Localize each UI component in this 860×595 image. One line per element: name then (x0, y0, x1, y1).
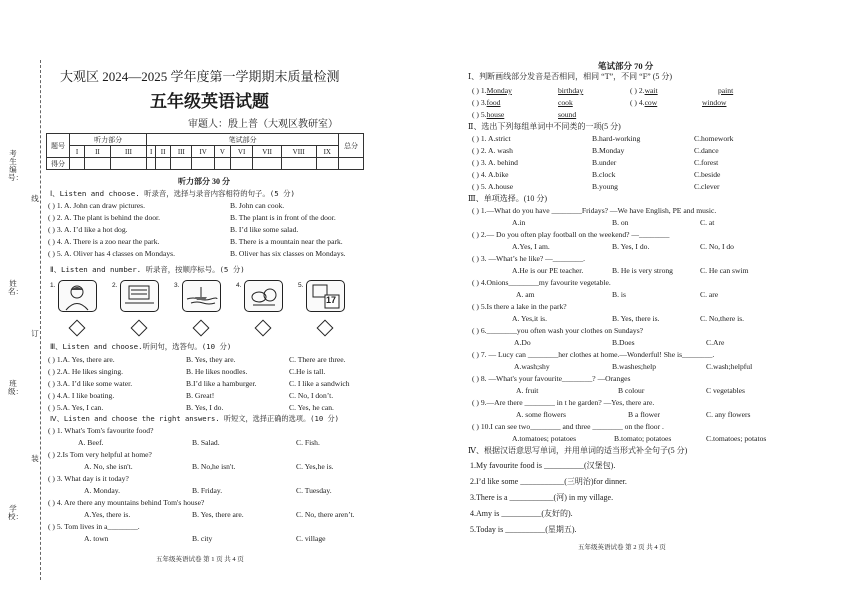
pic-number-1: 1. (50, 282, 56, 289)
listen-part-header: 听力部分 (70, 134, 147, 146)
right-s3-q9-b: B a flower (628, 410, 661, 419)
right-s1-q2-w1: wait (644, 86, 658, 95)
left-s3-q5-c: C. Yes, he can. (289, 403, 334, 412)
col-written-4: IV (192, 146, 214, 158)
col-written-6: VI (230, 146, 252, 158)
class-label: 班级： (8, 379, 23, 396)
col-written-7: VII (253, 146, 282, 158)
right-s2-q4-c: C.beside (694, 170, 721, 179)
right-s1-q1-paren: ( ) 1. (472, 86, 487, 95)
name-label: 姓名： (8, 279, 23, 296)
computer-desk-icon (121, 281, 158, 311)
score-cell[interactable] (85, 158, 111, 170)
right-s2-q4: ( ) 4. A.bike (472, 170, 509, 179)
exam-title: 大观区 2024—2025 学年度第一学期期末质量检测 (60, 69, 340, 84)
left-s3-q1-b: B. Yes, they are. (186, 355, 236, 364)
left-s3-q2: ( ) 2.A. He likes singing. (48, 367, 124, 376)
col-written-2: II (156, 146, 171, 158)
right-s3-q6-c: C.Are (706, 338, 725, 347)
right-s3-q8: ( ) 8. —What's your favourite________? —Oranges (472, 374, 631, 383)
answer-diamond-2[interactable] (131, 320, 148, 337)
right-s2-q5-b: B.young (592, 182, 618, 191)
left-s3-q3-b: B.I’d like a hamburger. (186, 379, 257, 388)
right-s3-q5-b: B. Yes, there is. (612, 314, 660, 323)
examinee-number-label: 考生编号： (8, 149, 23, 182)
right-s2-q5: ( ) 5. A.house (472, 182, 514, 191)
right-s3-q1-c: C. at (700, 218, 715, 227)
right-s1-q1 (472, 87, 512, 95)
right-s1-q1-w2: birthday (558, 86, 584, 95)
right-s1-q4-paren: ( ) 4. (630, 98, 645, 107)
right-s3-q3-b: B. He is very strong (612, 266, 673, 275)
score-cell[interactable] (147, 158, 156, 170)
col-listen-2: II (85, 146, 111, 158)
school-label: 学校： (8, 504, 23, 521)
written-part-header: 笔试部分 (147, 134, 339, 146)
left-s3-q4-c: C. No, I don’t. (289, 391, 334, 400)
left-s4-q5-c: C. village (296, 534, 326, 543)
right-s3-q7-a: A.wash;shy (514, 362, 550, 371)
left-s4-q4: ( ) 4. Are there any mountains behind Tom's house? (48, 498, 205, 507)
score-cell[interactable] (171, 158, 192, 170)
left-s4-q1-c: C. Fish. (296, 438, 320, 447)
left-s4-q1-b: B. Salad. (192, 438, 220, 447)
left-s2-title: Ⅱ、Listen and number. 听录音，按顺序标号。(5 分) (50, 265, 245, 274)
col-written-3: III (171, 146, 192, 158)
left-s1-q2: ( ) 2. A. The plant is behind the door. (48, 213, 161, 222)
answer-diamond-4[interactable] (255, 320, 272, 337)
written-part-title: 笔试部分 70 分 (598, 61, 654, 71)
left-s4-q3-c: C. Tuesday. (296, 486, 332, 495)
left-s1-q3-b: B. I’d like some salad. (230, 225, 299, 234)
row-label-number: 题号 (47, 134, 70, 158)
right-s1-q2 (630, 87, 658, 95)
right-s1-q3-paren: ( ) 3. (472, 98, 487, 107)
row-label-score: 得分 (47, 158, 70, 170)
right-s3-q4-c: C. are (700, 290, 719, 299)
right-s4-title: Ⅳ、根据汉语意思写单词，并用单词的适当形式补全句子(5 分) (468, 446, 688, 455)
right-s3-q2-b: B. Yes, I do. (612, 242, 650, 251)
left-s1-q1-b: B. John can cook. (230, 201, 285, 210)
left-s4-q4-a: A.Yes, there is. (84, 510, 131, 519)
right-s2-q1-c: C.homework (694, 134, 734, 143)
right-s4-q4: 4.Amy is __________(友好的). (470, 509, 573, 518)
picture-calendar (306, 280, 345, 312)
left-s1-q4-b: B. There is a mountain near the park. (230, 237, 343, 246)
right-s3-q6: ( ) 6.________you often wash your clothes on Sundays? (472, 326, 644, 335)
right-s3-q10-c: C.tomatoes; potatos (706, 434, 767, 443)
left-s3-q5: ( ) 5.A. Yes, I can. (48, 403, 104, 412)
left-s1-q3: ( ) 3. A. I’d like a hot dog. (48, 225, 128, 234)
left-s3-q4-b: B. Great! (186, 391, 215, 400)
score-cell[interactable] (253, 158, 282, 170)
score-cell[interactable] (316, 158, 338, 170)
right-s3-q2-c: C. No, I do (700, 242, 734, 251)
left-s4-q3-a: A. Monday. (84, 486, 120, 495)
right-s3-q10-a: A.tomatoes; potatoes (512, 434, 577, 443)
right-s3-q7-c: C.wash;helpful (706, 362, 753, 371)
left-s1-q1: ( ) 1. A. John can draw pictures. (48, 201, 146, 210)
right-s3-q3: ( ) 3. —What’s he like? —________. (472, 254, 586, 263)
right-s3-q2: ( ) 2.— Do you often play football on the weekend? —________ (472, 230, 670, 239)
right-s2-q3-b: B.under (592, 158, 617, 167)
left-s4-q2-a: A. No, she isn't. (84, 462, 133, 471)
left-s4-q4-b: B. Yes, there are. (192, 510, 244, 519)
left-s3-q4: ( ) 4.A. I like boating. (48, 391, 115, 400)
left-s1-q4: ( ) 4. A. There is a zoo near the park. (48, 237, 160, 246)
score-table (46, 133, 364, 170)
score-cell[interactable] (281, 158, 316, 170)
col-written-5: V (214, 146, 230, 158)
left-s4-q5-a: A. town (84, 534, 109, 543)
right-s3-q8-c: C vegetables (706, 386, 746, 395)
left-page-footer: 五年级英语试卷 第 1 页 共 4 页 (156, 556, 244, 563)
right-s1-q4-w1: cow (644, 98, 658, 107)
right-s2-q2-b: B.Monday (592, 146, 625, 155)
picture-man-portrait (58, 280, 97, 312)
left-s1-title: Ⅰ、Listen and choose. 听录音，选择与录音内容相符的句子。(5 分) (50, 189, 295, 198)
left-s3-q1-c: C. There are three. (289, 355, 346, 364)
right-s2-q1: ( ) 1. A.strict (472, 134, 511, 143)
score-cell[interactable] (214, 158, 230, 170)
right-s3-q10: ( ) 10.I can see two________ and three ________ on the floor . (472, 422, 664, 431)
left-s4-q2: ( ) 2.Is Tom very helpful at home? (48, 450, 152, 459)
left-s4-q5: ( ) 5. Tom lives in a________. (48, 522, 140, 531)
left-s3-q5-b: B. Yes, I do. (186, 403, 224, 412)
right-s1-q3-w1: food (486, 98, 501, 107)
listen-part-title: 听力部分 30 分 (178, 177, 230, 186)
col-written-9: IX (316, 146, 338, 158)
right-s3-q10-b: B.tomato; potatoes (614, 434, 672, 443)
right-s3-q2-a: A.Yes, I am. (512, 242, 550, 251)
staple-mark: 订 (31, 329, 39, 338)
right-s3-q8-a: A. fruit (516, 386, 539, 395)
binding-sidebar (0, 0, 44, 595)
right-s3-title: Ⅲ、单项选择。(10 分) (468, 194, 548, 203)
right-s2-q4-b: B.clock (592, 170, 616, 179)
right-s3-q7-b: B.washes;help (612, 362, 657, 371)
left-s4-q1: ( ) 1. What's Tom's favourite food? (48, 426, 154, 435)
right-s2-q2-c: C.dance (694, 146, 719, 155)
col-written-8: VIII (281, 146, 316, 158)
left-s4-q1-a: A. Beef. (78, 438, 104, 447)
pic-number-4: 4. (236, 282, 242, 289)
left-s3-q3-c: C. I like a sandwich (289, 379, 350, 388)
right-s3-q1-b: B. on (612, 218, 629, 227)
right-s3-q9: ( ) 9.—Are there ________ in t he garden? —Yes, there are. (472, 398, 655, 407)
right-s1-title: Ⅰ、判断画线部分发音是否相同，相同 “T”，不同 “F” (5 分) (468, 72, 673, 81)
right-s4-q2: 2.I’d like some ___________(三明治)for dinner. (470, 477, 627, 486)
right-s2-q1-b: B.hard-working (592, 134, 641, 143)
left-s4-q5-b: B. city (192, 534, 213, 543)
right-s4-q1: 1.My favourite food is __________(汉堡包). (470, 461, 616, 470)
col-written-1: I (147, 146, 156, 158)
right-s1-q5-w1: house (486, 110, 505, 119)
calendar-number: 17 (326, 295, 337, 305)
left-s3-q2-c: C.He is tall. (289, 367, 326, 376)
right-s3-q6-a: A.Do (514, 338, 531, 347)
left-s4-q4-c: C. No, there aren’t. (296, 510, 355, 519)
col-listen-3: III (110, 146, 146, 158)
col-listen-1: I (70, 146, 85, 158)
binding-mark: 装 (31, 454, 39, 463)
right-s1-q3-w2: cook (558, 98, 573, 107)
right-s3-q4: ( ) 4.Onions________my favourite vegetable. (472, 278, 611, 287)
total-header: 总分 (339, 134, 364, 158)
score-cell[interactable] (230, 158, 252, 170)
right-s3-q5-c: C. No,there is. (700, 314, 745, 323)
right-s1-q5-w2: sound (558, 110, 577, 119)
answer-diamond-5[interactable] (317, 320, 334, 337)
right-s2-q3-c: C.forest (694, 158, 719, 167)
left-s3-q1: ( ) 1.A. Yes, there are. (48, 355, 115, 364)
score-cell[interactable] (70, 158, 85, 170)
exam-subtitle: 五年级英语试题 (150, 92, 269, 111)
right-s2-q2: ( ) 2. A. wash (472, 146, 513, 155)
right-s4-q5: 5.Today is __________(星期五). (470, 525, 577, 534)
binding-line-dashed (40, 60, 41, 580)
right-s3-q3-a: A.He is our PE teacher. (512, 266, 584, 275)
right-s3-q8-b: B colour (618, 386, 645, 395)
right-s1-q5-paren: ( ) 5. (472, 110, 487, 119)
score-cell[interactable] (192, 158, 214, 170)
picture-computer-desk (120, 280, 159, 312)
food-icon (245, 281, 282, 311)
left-s4-q2-c: C. Yes,he is. (296, 462, 334, 471)
right-s3-q5-a: A. Yes,it is. (512, 314, 548, 323)
boat-icon (183, 281, 220, 311)
reviewer-line: 审题人：殷上普（大观区教研室） (188, 119, 338, 130)
right-s1-q2-paren: ( ) 2. (630, 86, 645, 95)
score-cell[interactable] (339, 158, 364, 170)
right-s3-q4-a: A. am (516, 290, 535, 299)
left-s1-q5: ( ) 5. A. Oliver has 4 classes on Mondays. (48, 249, 175, 258)
answer-diamond-3[interactable] (193, 320, 210, 337)
right-s3-q9-a: A. some flowers (516, 410, 566, 419)
left-s4-title: Ⅳ、Listen and choose the right answers. 听短文，选择正确的选项。(10 分) (50, 414, 340, 423)
right-s3-q5: ( ) 5.Is there a lake in the park? (472, 302, 567, 311)
answer-diamond-1[interactable] (69, 320, 86, 337)
right-s1-q4 (630, 99, 657, 107)
right-s3-q7: ( ) 7. — Lucy can ________her clothes at home.—Wonderful! She is________. (472, 350, 715, 359)
right-s2-title: Ⅱ、选出下列每组单词中不同类的一项(5 分) (468, 122, 621, 131)
left-s3-title: Ⅲ、Listen and choose.听问句，选答句。(10 分) (50, 342, 232, 351)
right-s3-q1-a: A.in (512, 218, 526, 227)
right-s3-q4-b: B. is (612, 290, 626, 299)
right-s1-q4-w2: window (702, 98, 727, 107)
right-s2-q3: ( ) 3. A. behind (472, 158, 518, 167)
right-s1-q5 (472, 111, 504, 119)
picture-boating (182, 280, 221, 312)
pic-number-5: 5. (298, 282, 304, 289)
right-s1-q2-w2: paint (718, 86, 734, 95)
left-s1-q5-b: B. Oliver has six classes on Mondays. (230, 249, 346, 258)
pic-number-2: 2. (112, 282, 118, 289)
right-s1-q1-w1: Monday (486, 86, 512, 95)
right-s3-q1: ( ) 1.—What do you have ________Fridays? —We have English, PE and music. (472, 206, 717, 215)
right-s4-q3: 3.There is a ___________(河) in my village. (470, 493, 614, 502)
man-portrait-icon (59, 281, 96, 311)
left-s4-q3: ( ) 3. What day is it today? (48, 474, 129, 483)
score-cell[interactable] (156, 158, 171, 170)
left-s3-q2-b: B. He likes noodles. (186, 367, 248, 376)
line-mark: 线 (31, 194, 39, 203)
score-cell[interactable] (110, 158, 146, 170)
right-s3-q6-b: B.Does (612, 338, 635, 347)
left-s4-q2-b: B. No,he isn't. (192, 462, 236, 471)
left-s4-q3-b: B. Friday. (192, 486, 223, 495)
picture-bread-food (244, 280, 283, 312)
left-s1-q2-b: B. The plant is in front of the door. (230, 213, 336, 222)
right-s2-q5-c: C.clever (694, 182, 720, 191)
left-s3-q3: ( ) 3.A. I’d like some water. (48, 379, 133, 388)
right-s3-q9-c: C. any flowers (706, 410, 751, 419)
pic-number-3: 3. (174, 282, 180, 289)
right-s3-q3-c: C. He can swim (700, 266, 749, 275)
right-page-footer: 五年级英语试卷 第 2 页 共 4 页 (578, 544, 666, 551)
right-s1-q3 (472, 99, 500, 107)
